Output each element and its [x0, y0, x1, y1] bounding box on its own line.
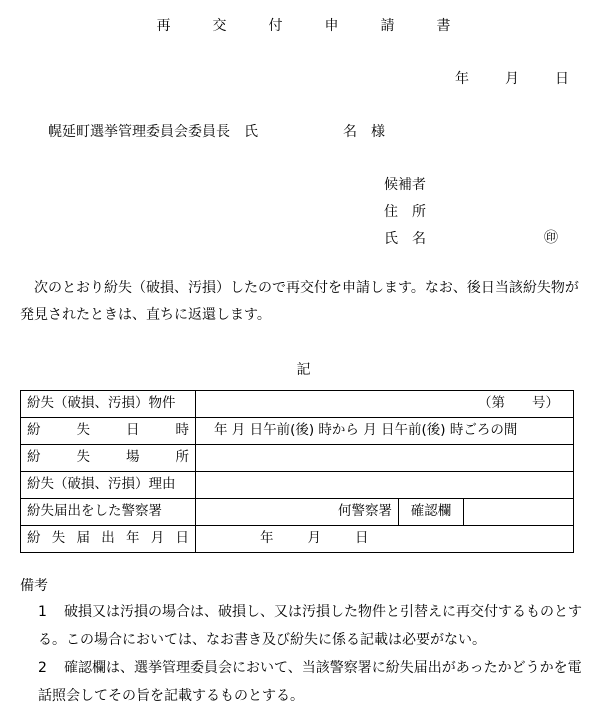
- ki-heading: 記: [296, 362, 311, 378]
- title-char: 申: [324, 18, 339, 34]
- label-lost-datetime: 紛 失 日 時: [21, 418, 196, 445]
- date-year: 年: [455, 71, 469, 87]
- addressee-name: 幌延町選挙管理委員会委員長 氏: [48, 124, 258, 140]
- remark-text: 確認欄は、選挙管理委員会において、当該警察署に紛失届出があったかどうかを電話照会してその旨を記載するものとする。: [38, 660, 582, 704]
- remark-text: 破損又は汚損の場合は、破損し、又は汚損した物件と引替えに再交付するものとする。この場合においては、なお書き及び紛失に係る記載は必要がない。: [38, 604, 582, 648]
- request-paragraph: 次のとおり紛失（破損、汚損）したので再交付を申請します。なお、後日当該紛失物が発見されたときは、直ちに返還します。: [20, 280, 579, 323]
- table-row: [21, 472, 574, 499]
- value-lost-item: （第 号）: [196, 391, 574, 418]
- seal-mark: ㊞: [544, 230, 558, 246]
- label-confirm: 確認欄: [399, 499, 464, 526]
- candidate-label: 候補者: [384, 177, 426, 193]
- remark-number: 1: [38, 604, 47, 620]
- date-day: 日: [555, 71, 569, 87]
- candidate-name-label: 氏 名: [384, 231, 426, 247]
- remarks-title: 備考: [20, 578, 48, 594]
- label-report-date: 紛 失 届 出 年 月 日: [21, 526, 196, 553]
- label-police-station: 紛失届出をした警察署: [21, 499, 196, 526]
- title-char: 書: [436, 18, 451, 34]
- remark-number: 2: [38, 660, 47, 676]
- value-confirm: [464, 499, 574, 526]
- table-row: [21, 391, 574, 418]
- table-row: [21, 445, 574, 472]
- remark-note: [38, 598, 593, 654]
- form-table: [20, 390, 574, 553]
- document-title: [0, 19, 607, 33]
- date-month: 月: [505, 71, 519, 87]
- table-row: [21, 499, 574, 526]
- table-row: [21, 418, 574, 445]
- label-lost-item: 紛失（破損、汚損）物件: [21, 391, 196, 418]
- value-lost-reason: [196, 472, 574, 499]
- date-line: [455, 72, 569, 86]
- remark-note: [38, 654, 593, 710]
- title-char: 交: [212, 18, 227, 34]
- value-police-station: 何警察署: [196, 499, 399, 526]
- title-char: 付: [268, 18, 283, 34]
- table-row: [21, 526, 574, 553]
- value-lost-datetime: 年 月 日午前(後) 時から 月 日午前(後) 時ごろの間: [196, 418, 574, 445]
- label-lost-place: 紛 失 場 所: [21, 445, 196, 472]
- value-report-date: 年 月 日: [196, 526, 574, 553]
- title-char: 再: [156, 18, 171, 34]
- label-lost-reason: 紛失（破損、汚損）理由: [21, 472, 196, 499]
- title-char: 請: [380, 18, 395, 34]
- addressee-suffix: 名 様: [343, 124, 385, 140]
- candidate-address-label: 住 所: [384, 204, 426, 220]
- value-lost-place: [196, 445, 574, 472]
